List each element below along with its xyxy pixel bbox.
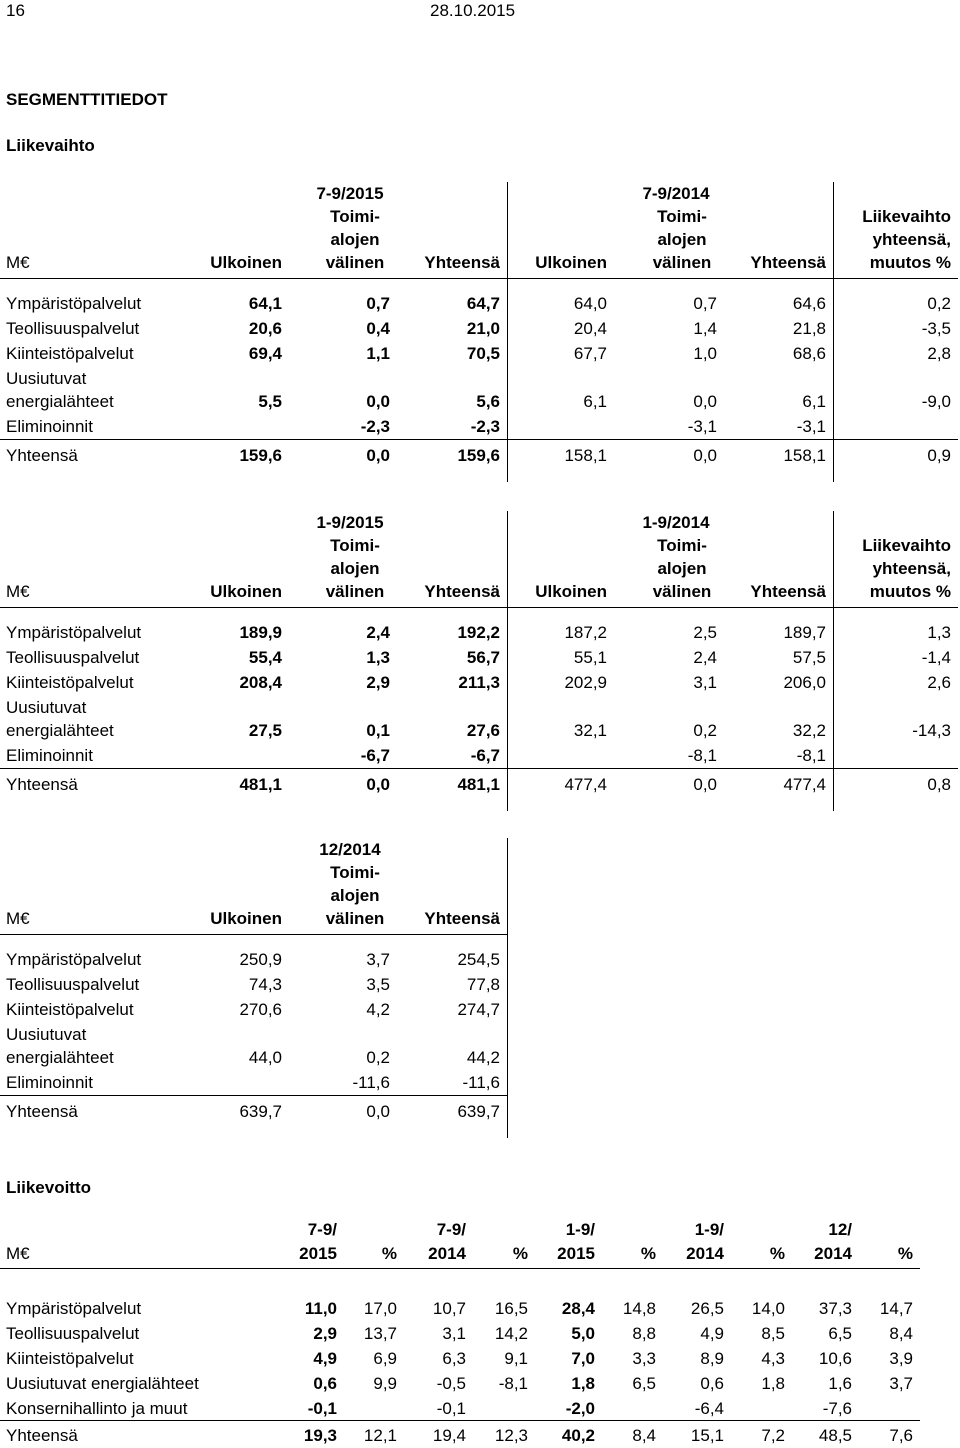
table-cell: -1,4 — [921, 648, 951, 667]
table-cell: -3,1 — [796, 417, 826, 436]
table-cell: 28,4 — [561, 1299, 595, 1318]
table-cell: 8,5 — [761, 1324, 785, 1343]
report-date: 28.10.2015 — [430, 1, 516, 20]
table-cell: 159,6 — [239, 446, 282, 465]
table-cell: 70,5 — [466, 344, 500, 363]
col-inter-b-line2: alojen — [657, 230, 707, 249]
profit-col-header: % — [769, 1244, 785, 1263]
total-rule — [0, 768, 958, 769]
table-cell: 1,3 — [366, 648, 390, 667]
table-cell: 9,1 — [504, 1349, 528, 1368]
profit-col-header-line1: 7-9/ — [436, 1220, 466, 1239]
period-header-b: 1-9/2014 — [642, 513, 710, 532]
table-cell: -6,4 — [694, 1399, 724, 1418]
table-cell: 0,2 — [693, 721, 717, 740]
row-label: Yhteensä — [6, 1426, 78, 1445]
table-cell: 74,3 — [248, 975, 282, 994]
table-cell: 0,9 — [927, 446, 951, 465]
table-cell: 481,1 — [457, 775, 500, 794]
table-cell: 1,8 — [761, 1374, 785, 1393]
table-cell: 5,6 — [476, 392, 500, 411]
table-cell: 639,7 — [239, 1102, 282, 1121]
table-cell: -14,3 — [912, 721, 951, 740]
table-cell: 4,9 — [313, 1349, 337, 1368]
table-cell: 2,9 — [366, 673, 390, 692]
table-cell: 64,7 — [466, 294, 500, 313]
table-cell: -6,7 — [360, 746, 390, 765]
table-cell: 0,0 — [693, 446, 717, 465]
table-cell: 68,6 — [792, 344, 826, 363]
col-total-a: Yhteensä — [424, 582, 500, 601]
row-label: Ympäristöpalvelut — [6, 623, 142, 642]
table-cell: -8,1 — [687, 746, 717, 765]
col-inter-b-line3: välinen — [652, 582, 712, 601]
table-cell: 0,7 — [366, 294, 390, 313]
table-cell: -8,1 — [796, 746, 826, 765]
table-cell: 1,8 — [571, 1374, 595, 1393]
table-cell: 0,0 — [693, 775, 717, 794]
table-cell: 270,6 — [239, 1000, 282, 1019]
table-cell: 5,0 — [571, 1324, 595, 1343]
table-cell: 254,5 — [457, 950, 500, 969]
col-external-b: Ulkoinen — [535, 253, 607, 272]
profit-col-header: % — [640, 1244, 656, 1263]
col-change-line1: Liikevaihto — [862, 207, 951, 226]
table-cell: 3,7 — [889, 1374, 913, 1393]
table-cell: -0,1 — [436, 1399, 466, 1418]
table-cell: 0,0 — [366, 1102, 390, 1121]
row-label: Teollisuuspalvelut — [6, 319, 140, 338]
table-cell: 7,0 — [571, 1349, 595, 1368]
period-header-a: 7-9/2015 — [316, 184, 384, 203]
table-cell: 37,3 — [818, 1299, 852, 1318]
col-total-a: Yhteensä — [424, 253, 500, 272]
table-cell: 5,5 — [258, 392, 282, 411]
col-inter-a-line2: alojen — [330, 886, 380, 905]
col-inter-a-line1: Toimi- — [330, 863, 380, 882]
table-cell: 0,0 — [366, 446, 390, 465]
table-cell: 26,5 — [690, 1299, 724, 1318]
table-cell: 159,6 — [457, 446, 500, 465]
table-cell: 55,4 — [248, 648, 282, 667]
col-external: Ulkoinen — [210, 582, 282, 601]
period-header-b: 7-9/2014 — [642, 184, 710, 203]
table-cell: 3,1 — [693, 673, 717, 692]
table-cell: 6,1 — [583, 392, 607, 411]
table-cell: 0,2 — [366, 1048, 390, 1067]
table-cell: 187,2 — [564, 623, 607, 642]
row-label: Teollisuuspalvelut — [6, 648, 140, 667]
table-cell: 0,6 — [700, 1374, 724, 1393]
column-divider — [507, 838, 508, 1138]
table-cell: 0,6 — [313, 1374, 337, 1393]
table-cell: 211,3 — [458, 673, 500, 692]
table-cell: 9,9 — [373, 1374, 397, 1393]
section-title-profit: Liikevoitto — [6, 1178, 92, 1197]
table-cell: 64,1 — [248, 294, 282, 313]
row-label: energialähteet — [6, 721, 114, 740]
row-label: Ympäristöpalvelut — [6, 950, 142, 969]
table-cell: -9,0 — [921, 392, 951, 411]
table-cell: -11,6 — [462, 1073, 500, 1092]
table-cell: 13,7 — [363, 1324, 397, 1343]
table-cell: -0,1 — [307, 1399, 337, 1418]
section-title-sales: Liikevaihto — [6, 136, 95, 155]
table-cell: 6,5 — [632, 1374, 656, 1393]
table-cell: 250,9 — [239, 950, 282, 969]
row-label: Yhteensä — [6, 1102, 78, 1121]
table-cell: 15,1 — [690, 1426, 724, 1445]
col-change-line3: muutos % — [869, 253, 951, 272]
row-label: Yhteensä — [6, 775, 78, 794]
col-external: Ulkoinen — [210, 253, 282, 272]
col-change-line2: yhteensä, — [872, 230, 951, 249]
row-label: Eliminoinnit — [6, 417, 93, 436]
table-cell: 20,4 — [573, 319, 607, 338]
table-cell: 192,2 — [457, 623, 500, 642]
col-inter-a-line1: Toimi- — [330, 207, 380, 226]
table-cell: 2,4 — [693, 648, 717, 667]
unit-label: M€ — [6, 1244, 30, 1263]
row-label: Kiinteistöpalvelut — [6, 673, 134, 692]
table-cell: 3,5 — [366, 975, 390, 994]
table-cell: 2,4 — [366, 623, 390, 642]
table-cell: 6,5 — [828, 1324, 852, 1343]
table-cell: 3,3 — [632, 1349, 656, 1368]
profit-col-header: 2014 — [686, 1244, 724, 1263]
table-cell: 2,8 — [927, 344, 951, 363]
table-cell: 14,2 — [494, 1324, 528, 1343]
row-label: Kiinteistöpalvelut — [6, 344, 134, 363]
col-inter-a-line1: Toimi- — [330, 536, 380, 555]
row-label: Uusiutuvat energialähteet — [6, 1374, 199, 1393]
row-label: energialähteet — [6, 1048, 114, 1067]
table-cell: 12,1 — [363, 1426, 397, 1445]
table-cell: 2,5 — [693, 623, 717, 642]
table-cell: 20,6 — [248, 319, 282, 338]
table-cell: 27,5 — [248, 721, 282, 740]
table-cell: 69,4 — [248, 344, 282, 363]
col-total-b: Yhteensä — [750, 253, 826, 272]
table-cell: 44,0 — [248, 1048, 282, 1067]
row-label: energialähteet — [6, 392, 114, 411]
col-inter-b-line3: välinen — [652, 253, 712, 272]
unit-label: M€ — [6, 582, 30, 601]
table-cell: 32,1 — [573, 721, 607, 740]
table-cell: -7,6 — [822, 1399, 852, 1418]
row-label: Ympäristöpalvelut — [6, 294, 142, 313]
page-title: SEGMENTTITIEDOT — [6, 90, 168, 109]
table-cell: 56,7 — [466, 648, 500, 667]
table-cell: 27,6 — [466, 721, 500, 740]
table-cell: 4,9 — [700, 1324, 724, 1343]
header-rule — [0, 934, 507, 935]
table-cell: 2,9 — [313, 1324, 337, 1343]
table-cell: 19,3 — [303, 1426, 337, 1445]
table-cell: 21,8 — [792, 319, 826, 338]
table-cell: 12,3 — [494, 1426, 528, 1445]
column-divider — [507, 182, 508, 482]
row-label: Teollisuuspalvelut — [6, 1324, 140, 1343]
profit-col-header-line1: 1-9/ — [694, 1220, 724, 1239]
table-cell: 16,5 — [494, 1299, 528, 1318]
table-cell: 1,4 — [693, 319, 717, 338]
col-inter-a-line3: välinen — [325, 582, 385, 601]
table-cell: 44,2 — [466, 1048, 500, 1067]
table-cell: 1,6 — [828, 1374, 852, 1393]
table-cell: 64,0 — [573, 294, 607, 313]
row-label-line1: Uusiutuvat — [6, 1025, 87, 1044]
table-cell: 8,8 — [632, 1324, 656, 1343]
table-cell: 32,2 — [792, 721, 826, 740]
table-cell: 67,7 — [573, 344, 607, 363]
col-total-b: Yhteensä — [750, 582, 826, 601]
table-cell: 11,0 — [304, 1299, 337, 1318]
table-cell: 64,6 — [792, 294, 826, 313]
table-cell: 2,6 — [927, 673, 951, 692]
col-inter-b-line1: Toimi- — [657, 536, 707, 555]
row-label: Teollisuuspalvelut — [6, 975, 140, 994]
unit-label: M€ — [6, 253, 30, 272]
col-inter-a-line2: alojen — [330, 559, 380, 578]
table-cell: -3,5 — [921, 319, 951, 338]
profit-col-header-line1: 1-9/ — [565, 1220, 595, 1239]
table-cell: -0,5 — [436, 1374, 466, 1393]
table-cell: 3,7 — [366, 950, 390, 969]
table-cell: 0,0 — [693, 392, 717, 411]
table-cell: 3,1 — [442, 1324, 466, 1343]
header-rule — [0, 1268, 920, 1269]
table-cell: 8,4 — [889, 1324, 913, 1343]
row-label: Konsernihallinto ja muut — [6, 1399, 188, 1418]
col-inter-a-line3: välinen — [325, 909, 385, 928]
col-change-line3: muutos % — [869, 582, 951, 601]
table-cell: 17,0 — [363, 1299, 397, 1318]
table-cell: 57,5 — [792, 648, 826, 667]
profit-col-header: 2014 — [814, 1244, 852, 1263]
table-cell: 14,8 — [622, 1299, 656, 1318]
table-cell: 0,0 — [366, 775, 390, 794]
col-total-a: Yhteensä — [424, 909, 500, 928]
table-cell: 40,2 — [561, 1426, 595, 1445]
table-cell: 0,7 — [693, 294, 717, 313]
table-cell: 477,4 — [564, 775, 607, 794]
period-header-a: 1-9/2015 — [316, 513, 384, 532]
row-label: Eliminoinnit — [6, 1073, 93, 1092]
col-inter-b-line1: Toimi- — [657, 207, 707, 226]
table-cell: 189,9 — [239, 623, 282, 642]
table-cell: 21,0 — [466, 319, 500, 338]
table-cell: 206,0 — [783, 673, 826, 692]
profit-col-header-line1: 7-9/ — [307, 1220, 337, 1239]
total-rule — [0, 439, 958, 440]
total-rule — [0, 1420, 920, 1421]
table-cell: -3,1 — [687, 417, 717, 436]
total-rule — [0, 1095, 507, 1096]
table-cell: 10,7 — [432, 1299, 466, 1318]
col-inter-a-line2: alojen — [330, 230, 380, 249]
row-label: Eliminoinnit — [6, 746, 93, 765]
table-cell: 55,1 — [573, 648, 607, 667]
table-cell: -2,3 — [470, 417, 500, 436]
unit-label: M€ — [6, 909, 30, 928]
row-label: Ympäristöpalvelut — [6, 1299, 142, 1318]
period-header: 12/2014 — [319, 840, 381, 859]
table-cell: -2,0 — [565, 1399, 595, 1418]
profit-col-header: % — [897, 1244, 913, 1263]
table-cell: 0,4 — [366, 319, 390, 338]
row-label-line1: Uusiutuvat — [6, 698, 87, 717]
col-external: Ulkoinen — [210, 909, 282, 928]
table-cell: 158,1 — [783, 446, 826, 465]
profit-col-header: 2015 — [557, 1244, 595, 1263]
table-cell: 6,1 — [802, 392, 826, 411]
row-label-line1: Uusiutuvat — [6, 369, 87, 388]
table-cell: 0,2 — [927, 294, 951, 313]
column-divider — [833, 182, 834, 482]
table-cell: 639,7 — [457, 1102, 500, 1121]
table-cell: -2,3 — [360, 417, 390, 436]
table-cell: 481,1 — [239, 775, 282, 794]
profit-col-header: % — [381, 1244, 397, 1263]
profit-col-header: 2014 — [428, 1244, 466, 1263]
table-cell: 1,0 — [693, 344, 717, 363]
table-cell: 1,3 — [927, 623, 951, 642]
col-external-b: Ulkoinen — [535, 582, 607, 601]
col-change-line2: yhteensä, — [872, 559, 951, 578]
profit-col-header: % — [512, 1244, 528, 1263]
table-cell: 8,9 — [700, 1349, 724, 1368]
page-number: 16 — [6, 1, 25, 20]
table-cell: 14,0 — [751, 1299, 785, 1318]
col-change-line1: Liikevaihto — [862, 536, 951, 555]
column-divider — [833, 511, 834, 811]
table-cell: 14,7 — [879, 1299, 913, 1318]
table-cell: 4,3 — [761, 1349, 785, 1368]
table-cell: 3,9 — [889, 1349, 913, 1368]
table-cell: 6,9 — [373, 1349, 397, 1368]
table-cell: 208,4 — [239, 673, 282, 692]
table-cell: 8,4 — [632, 1426, 656, 1445]
table-cell: -11,6 — [352, 1073, 390, 1092]
table-cell: 0,8 — [927, 775, 951, 794]
row-label: Yhteensä — [6, 446, 78, 465]
table-cell: 10,6 — [818, 1349, 852, 1368]
row-label: Kiinteistöpalvelut — [6, 1349, 134, 1368]
profit-col-header-line1: 12/ — [828, 1220, 852, 1239]
table-cell: 6,3 — [442, 1349, 466, 1368]
table-cell: 477,4 — [783, 775, 826, 794]
column-divider — [507, 511, 508, 811]
table-cell: 77,8 — [466, 975, 500, 994]
table-cell: 7,6 — [889, 1426, 913, 1445]
table-cell: 19,4 — [432, 1426, 466, 1445]
table-cell: -8,1 — [498, 1374, 528, 1393]
col-inter-b-line2: alojen — [657, 559, 707, 578]
table-cell: 202,9 — [564, 673, 607, 692]
table-cell: 0,1 — [366, 721, 390, 740]
header-rule — [0, 278, 958, 279]
table-cell: 158,1 — [564, 446, 607, 465]
table-cell: 189,7 — [783, 623, 826, 642]
table-cell: 7,2 — [761, 1426, 785, 1445]
header-rule — [0, 607, 958, 608]
table-cell: 48,5 — [818, 1426, 852, 1445]
table-cell: 274,7 — [457, 1000, 500, 1019]
col-inter-a-line3: välinen — [325, 253, 385, 272]
table-cell: 4,2 — [366, 1000, 390, 1019]
row-label: Kiinteistöpalvelut — [6, 1000, 134, 1019]
table-cell: -6,7 — [470, 746, 500, 765]
profit-col-header: 2015 — [299, 1244, 337, 1263]
table-cell: 1,1 — [366, 344, 390, 363]
table-cell: 0,0 — [366, 392, 390, 411]
